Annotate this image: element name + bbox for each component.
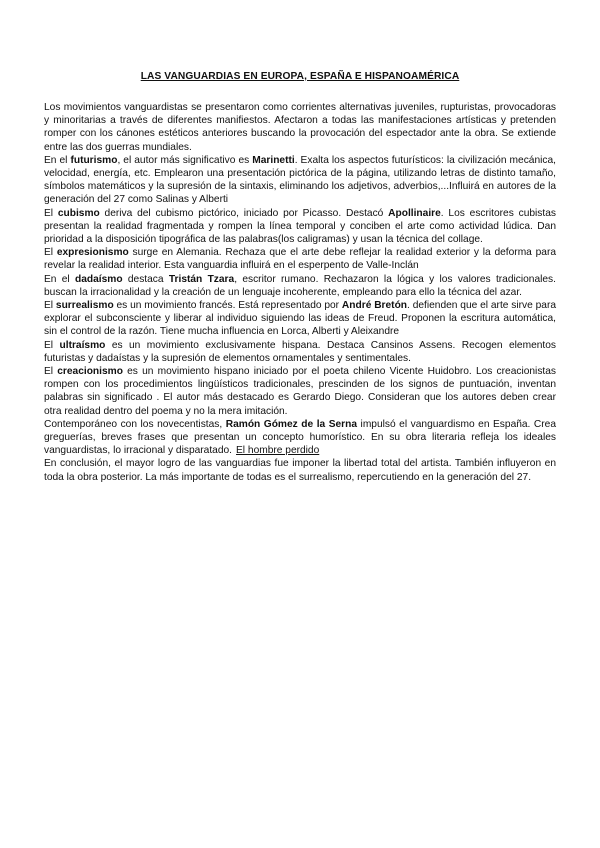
- highlighted-term: ultraísmo: [59, 339, 106, 351]
- paragraph-text: El: [44, 247, 57, 259]
- paragraph-text: El: [44, 339, 60, 351]
- paragraph-text: El: [44, 366, 58, 378]
- paragraph: [44, 299, 556, 339]
- work-title-link[interactable]: El hombre perdido: [236, 445, 320, 457]
- paragraph: [44, 246, 556, 272]
- paragraph: [44, 457, 556, 483]
- paragraph-text: , el autor más significativo es: [117, 154, 253, 166]
- paragraph-text: El: [44, 300, 56, 312]
- paragraph-text: es un movimiento hispano iniciado por el poeta chileno Vicente Huidobro. Los creacionistas rompen con los procedimientos lingüísticos tradicionales, prescinden de los signos de puntuación, inventan palabras sin significado . El autor más destacado es Gerardo Diego. Consideran que los autores deben crear otra realidad dentro del poema y no la mera imitación.: [44, 366, 557, 417]
- paragraph: [44, 418, 556, 458]
- highlighted-term: Apollinaire: [388, 207, 441, 219]
- paragraph-text: El: [44, 207, 58, 219]
- highlighted-term: dadaísmo: [75, 273, 123, 285]
- paragraph-text: En conclusión, el mayor logro de las vanguardias fue imponer la libertad total del artista. También influyeron en toda la obra posterior. La más importante de todas es el surrealismo, repercutiendo en la generación del 27.: [44, 458, 556, 483]
- paragraph-text: impulsó el vanguardismo en España. Crea greguerías, breves frases que presentan un concepto humorístico. En su obra literaria refleja los ideales vanguardistas, lo irracional y disparatado.: [44, 418, 556, 457]
- paragraph-text: es un movimiento francés. Está representado por: [113, 300, 342, 312]
- paragraph: [44, 207, 556, 247]
- paragraph: [44, 339, 556, 365]
- document-title: LAS VANGUARDIAS EN EUROPA, ESPAÑA E HISPANOAMÉRICA: [140, 71, 460, 82]
- highlighted-term: Ramón Gómez de la Serna: [225, 418, 358, 430]
- paragraph: [44, 273, 556, 299]
- paragraph-text: En el: [44, 154, 71, 166]
- paragraph-text: Los movimientos vanguardistas se presentaron como corrientes alternativas juveniles, rupturistas, provocadoras y minoritarias a través de diferentes manifiestos. Afectaron a todas las manifestaciones artísticas y pretenden romper con los cánones estéticos anteriores buscando la provocación del espectador ante la obra. Se extiende entre las dos guerras mundiales.: [44, 102, 556, 153]
- paragraph: [44, 101, 556, 154]
- paragraph: [44, 365, 556, 418]
- highlighted-term: Marinetti: [252, 154, 295, 166]
- highlighted-term: creacionismo: [57, 366, 123, 378]
- highlighted-term: futurismo: [70, 154, 118, 166]
- highlighted-term: expresionismo: [56, 247, 129, 259]
- paragraph-text: Contemporáneo con los novecentistas,: [44, 418, 226, 430]
- document-body: [44, 101, 556, 484]
- highlighted-term: Tristán Tzara: [168, 273, 235, 285]
- paragraph-text: es un movimiento exclusivamente hispana. Destaca Cansinos Assens. Recogen elementos futuristas y dadaístas y la supresión de elementos ornamentales y sentimentales.: [44, 339, 557, 364]
- paragraph-text: . defienden que el arte sirve para explorar el subconsciente y liberar al individuo siguiendo las ideas de Freud. Proponen la escritura automática, sin el control de la razón. Tiene mucha influencia en Lorca, Alberti y Aleixandre: [44, 300, 557, 338]
- paragraph-text: , escritor rumano. Rechazaron la lógica y los valores tradicionales. buscan la irracionalidad y la creación de un lenguaje incoherente, empleando para ello la técnica del azar.: [44, 273, 556, 298]
- paragraph-text: . Los escritores cubistas presentan la realidad fragmentada y rompen la línea temporal y conciben el arte como actividad lúdica. Dan prioridad a la disposición tipográfica de las palabras(los caligramas) y usan la técnica del collage.: [44, 207, 556, 246]
- paragraph: [44, 154, 556, 207]
- highlighted-term: André Bretón: [341, 300, 408, 312]
- highlighted-term: surrealismo: [55, 300, 114, 312]
- paragraph-text: destaca: [122, 273, 169, 285]
- highlighted-term: cubismo: [57, 207, 100, 219]
- paragraph-text: En el: [44, 273, 75, 285]
- paragraph-text: . Exalta los aspectos futurísticos: la civilización mecánica, velocidad, energía, etc. Emplearon una presentación pictórica de la página, utilizando letras de distinto tamaño, símbolos matemáticos y la supresión de la sintaxis, eliminando los adjetivos, adverbios,...Influirá en autores de la generación del 27 como Salinas y Alberti: [44, 154, 556, 206]
- paragraph-text: surge en Alemania. Rechaza que el arte debe reflejar la realidad exterior y la deforma para revelar la realidad interior. Esta vanguardia influirá en el esperpento de Valle-Inclán: [44, 247, 556, 272]
- paragraph-text: deriva del cubismo pictórico, iniciado por Picasso. Destacó: [99, 207, 389, 219]
